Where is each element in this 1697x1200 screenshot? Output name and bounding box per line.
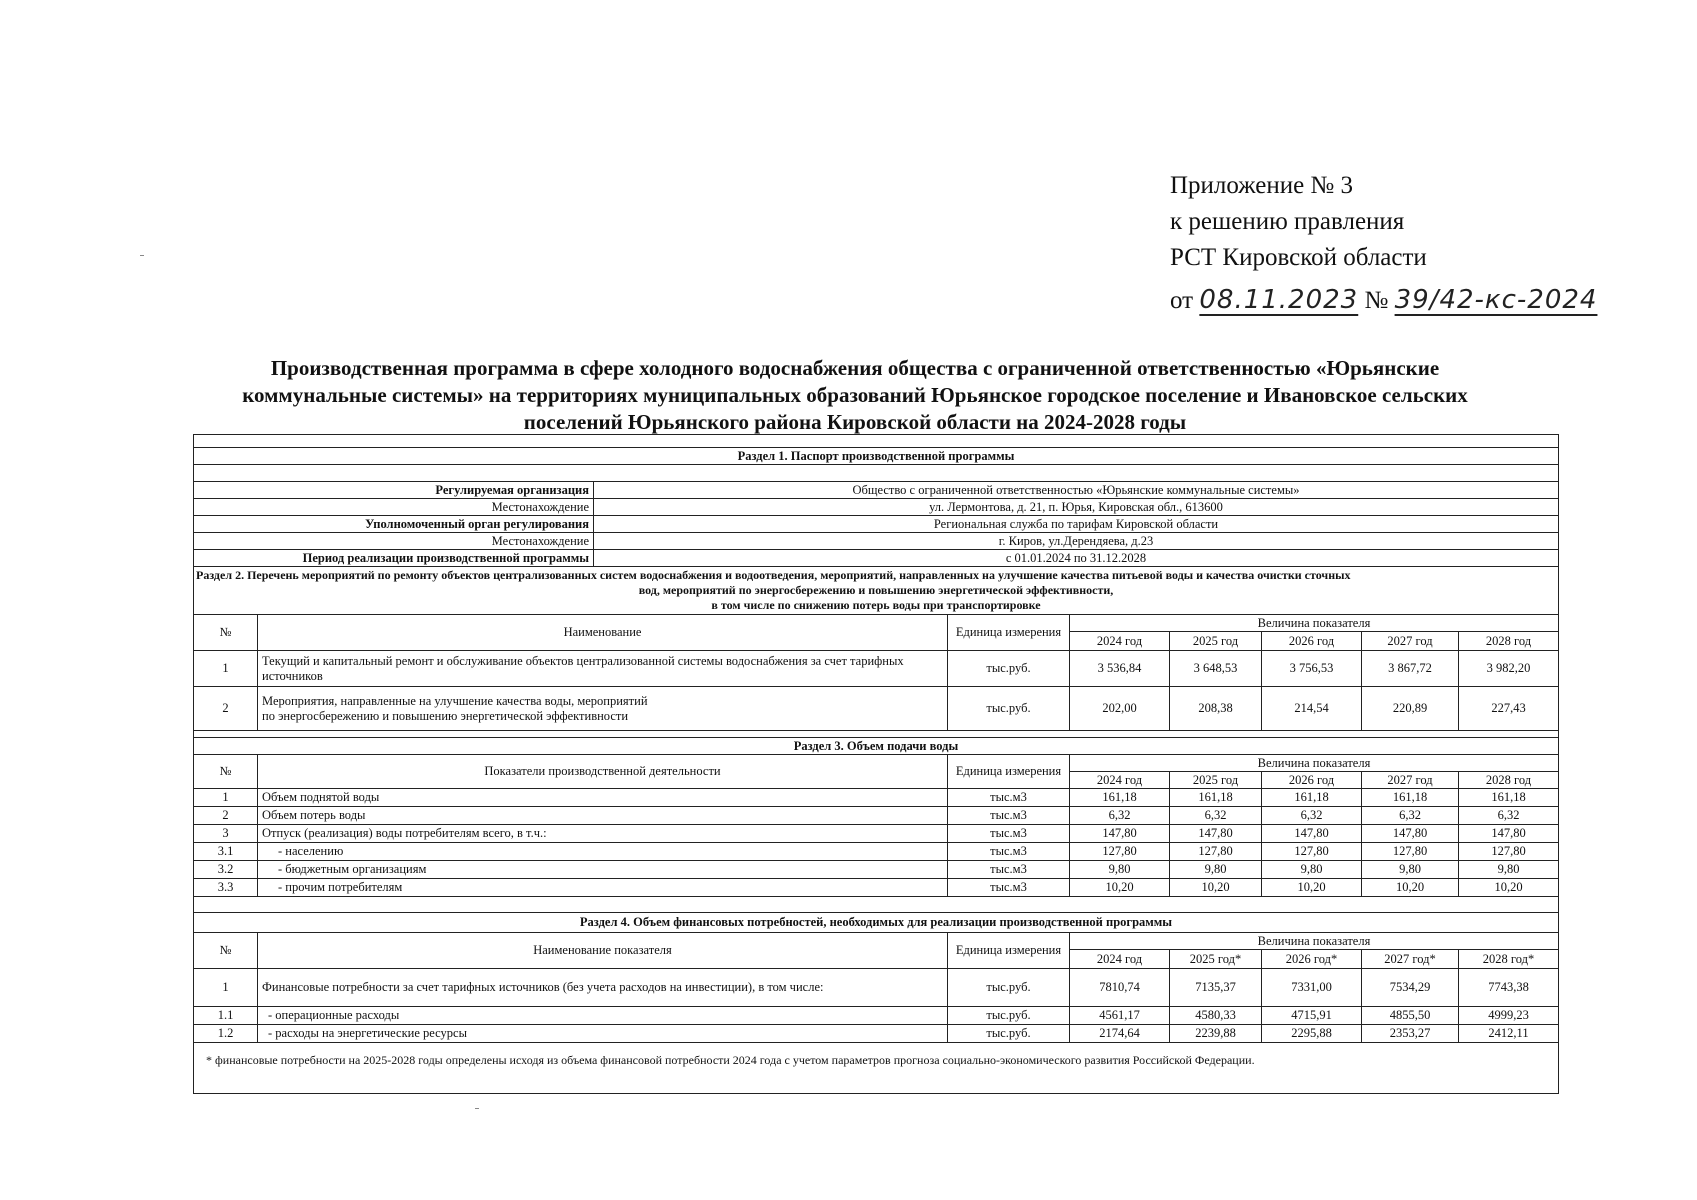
row-value: 3 648,53 xyxy=(1170,651,1262,687)
col-unit: Единица измерения xyxy=(948,933,1070,969)
row-no: 2 xyxy=(194,687,258,731)
s1-value: Региональная служба по тарифам Кировской области xyxy=(594,516,1559,533)
row-value: 9,80 xyxy=(1170,861,1262,879)
table-row xyxy=(194,687,1559,731)
row-value: 127,80 xyxy=(1262,843,1362,861)
row-no: 1 xyxy=(194,969,258,1007)
title-line-3: поселений Юрьянского района Кировской области на 2024-2028 годы xyxy=(523,410,1187,434)
row-name: Финансовые потребности за счет тарифных источников (без учета расходов на инвестиции), в том числе: xyxy=(258,969,948,1007)
table-row xyxy=(194,651,1559,687)
table-row xyxy=(194,789,1559,807)
scan-speck xyxy=(475,1108,479,1109)
row-value: 161,18 xyxy=(1459,789,1559,807)
appendix-date-line xyxy=(1170,282,1597,319)
row-value: 2412,11 xyxy=(1459,1025,1559,1043)
col-value: Величина показателя xyxy=(1070,755,1559,772)
row-name: Отпуск (реализация) воды потребителям всего, в т.ч.: xyxy=(258,825,948,843)
row-unit: тыс.руб. xyxy=(948,651,1070,687)
col-value: Величина показателя xyxy=(1070,933,1559,950)
row-value: 202,00 xyxy=(1070,687,1170,731)
year-header: 2028 год* xyxy=(1459,950,1559,969)
col-no: № xyxy=(194,933,258,969)
row-value: 6,32 xyxy=(1459,807,1559,825)
year-header: 2024 год xyxy=(1070,632,1170,651)
appendix-authority: РСТ Кировской области xyxy=(1170,244,1427,271)
s1-value: г. Киров, ул.Дерендяева, д.23 xyxy=(594,533,1559,550)
row-value: 9,80 xyxy=(1459,861,1559,879)
row-value: 7534,29 xyxy=(1362,969,1459,1007)
title-line-1: Производственная программа в сфере холодного водоснабжения общества с ограниченной ответственностью «Юрьянские xyxy=(270,356,1440,380)
row-unit: тыс.м3 xyxy=(948,789,1070,807)
row-value: 3 756,53 xyxy=(1262,651,1362,687)
s1-value: Общество с ограниченной ответственностью «Юрьянские коммунальные системы» xyxy=(594,482,1559,499)
footnote: * финансовые потребности на 2025-2028 годы определены исходя из объема финансовой потребности 2024 года с учетом параметров прогноза социально-экономического развития Российской Федерации. xyxy=(206,1053,1255,1067)
appendix-decision: к решению правления xyxy=(1170,208,1405,235)
row-name: - бюджетным организациям xyxy=(258,861,948,879)
section3-table xyxy=(193,737,1559,897)
section2-table xyxy=(193,566,1559,731)
row-no: 1 xyxy=(194,789,258,807)
col-value: Величина показателя xyxy=(1070,615,1559,632)
row-value: 127,80 xyxy=(1170,843,1262,861)
row-value: 6,32 xyxy=(1262,807,1362,825)
col-name: Наименование показателя xyxy=(258,933,948,969)
section2-header xyxy=(194,567,1559,615)
number-label: № xyxy=(1364,287,1389,314)
s2-header-line-3: в том числе по снижению потерь воды при транспортировке xyxy=(711,598,1041,612)
table-row xyxy=(194,969,1559,1007)
row-name: Текущий и капитальный ремонт и обслуживание объектов централизованной системы водоснабжения за счет тарифных источников xyxy=(258,651,948,687)
table-row xyxy=(194,861,1559,879)
row-value: 4999,23 xyxy=(1459,1007,1559,1025)
year-header: 2026 год xyxy=(1262,632,1362,651)
row-value: 3 536,84 xyxy=(1070,651,1170,687)
row-value: 7810,74 xyxy=(1070,969,1170,1007)
year-header: 2027 год xyxy=(1362,632,1459,651)
s1-value: с 01.01.2024 по 31.12.2028 xyxy=(594,550,1559,567)
col-no: № xyxy=(194,615,258,651)
row-unit: тыс.м3 xyxy=(948,861,1070,879)
row-value: 227,43 xyxy=(1459,687,1559,731)
from-label: от xyxy=(1170,287,1194,314)
row-value: 147,80 xyxy=(1070,825,1170,843)
row-value: 161,18 xyxy=(1070,789,1170,807)
row-value: 4855,50 xyxy=(1362,1007,1459,1025)
row-value: 2353,27 xyxy=(1362,1025,1459,1043)
table-row xyxy=(194,843,1559,861)
row-value: 147,80 xyxy=(1459,825,1559,843)
col-name: Показатели производственной деятельности xyxy=(258,755,948,789)
row-no: 1.2 xyxy=(194,1025,258,1043)
year-header: 2028 год xyxy=(1459,772,1559,789)
year-header: 2024 год xyxy=(1070,950,1170,969)
row-name: - расходы на энергетические ресурсы xyxy=(258,1025,948,1043)
table-row xyxy=(194,879,1559,897)
row-value: 127,80 xyxy=(1459,843,1559,861)
row-value: 127,80 xyxy=(1362,843,1459,861)
handwritten-date: 08.11.2023 xyxy=(1199,285,1359,315)
row-value: 161,18 xyxy=(1170,789,1262,807)
row-value: 10,20 xyxy=(1170,879,1262,897)
section1-table xyxy=(193,447,1559,567)
row-unit: тыс.м3 xyxy=(948,807,1070,825)
year-header: 2026 год* xyxy=(1262,950,1362,969)
row-value: 4580,33 xyxy=(1170,1007,1262,1025)
row-unit: тыс.руб. xyxy=(948,1007,1070,1025)
row-value: 214,54 xyxy=(1262,687,1362,731)
s1-label: Период реализации производственной программы xyxy=(194,550,594,567)
row-value: 7135,37 xyxy=(1170,969,1262,1007)
year-header: 2028 год xyxy=(1459,632,1559,651)
year-header: 2025 год xyxy=(1170,772,1262,789)
s1-label: Уполномоченный орган регулирования xyxy=(194,516,594,533)
row-value: 10,20 xyxy=(1070,879,1170,897)
row-value: 2239,88 xyxy=(1170,1025,1262,1043)
row-value: 9,80 xyxy=(1362,861,1459,879)
row-value: 6,32 xyxy=(1170,807,1262,825)
row-value: 6,32 xyxy=(1070,807,1170,825)
row-value: 10,20 xyxy=(1362,879,1459,897)
title-line-2: коммунальные системы» на территориях муниципальных образований Юрьянское городское поселение и Ивановское сельских xyxy=(242,383,1468,407)
s2-header-line-2: вод, мероприятий по энергосбережению и повышению энергетической эффективности, xyxy=(638,583,1114,597)
s1-label: Местонахождение xyxy=(194,499,594,516)
col-unit: Единица измерения xyxy=(948,615,1070,651)
section3-header: Раздел 3. Объем подачи воды xyxy=(194,738,1559,755)
year-header: 2025 год* xyxy=(1170,950,1262,969)
row-name: Объем потерь воды xyxy=(258,807,948,825)
s2-header-line-1: Раздел 2. Перечень мероприятий по ремонту объектов централизованных систем водоснабжения и водоотведения, мероприятий, направленных на улучшение качества питьевой воды и качества очистки сточных xyxy=(196,568,1351,582)
row-value: 9,80 xyxy=(1070,861,1170,879)
col-name: Наименование xyxy=(258,615,948,651)
row-unit: тыс.руб. xyxy=(948,1025,1070,1043)
col-unit: Единица измерения xyxy=(948,755,1070,789)
row-value: 4561,17 xyxy=(1070,1007,1170,1025)
row-name xyxy=(258,687,948,731)
appendix-number: Приложение № 3 xyxy=(1170,172,1354,199)
row-value: 147,80 xyxy=(1262,825,1362,843)
row-name-line: по энергосбережению и повышению энергетической эффективности xyxy=(262,708,629,723)
table-row xyxy=(194,1025,1559,1043)
section4-header: Раздел 4. Объем финансовых потребностей, необходимых для реализации производственной программы xyxy=(194,913,1559,933)
row-name: Объем поднятой воды xyxy=(258,789,948,807)
row-name: - прочим потребителям xyxy=(258,879,948,897)
row-no: 3.1 xyxy=(194,843,258,861)
row-value: 6,32 xyxy=(1362,807,1459,825)
row-value: 10,20 xyxy=(1262,879,1362,897)
row-value: 9,80 xyxy=(1262,861,1362,879)
year-header: 2026 год xyxy=(1262,772,1362,789)
row-no: 3 xyxy=(194,825,258,843)
row-unit: тыс.м3 xyxy=(948,843,1070,861)
s1-label: Местонахождение xyxy=(194,533,594,550)
row-value: 4715,91 xyxy=(1262,1007,1362,1025)
row-unit: тыс.м3 xyxy=(948,879,1070,897)
row-value: 220,89 xyxy=(1362,687,1459,731)
row-value: 147,80 xyxy=(1362,825,1459,843)
row-value: 147,80 xyxy=(1170,825,1262,843)
row-name: - населению xyxy=(258,843,948,861)
row-name: - операционные расходы xyxy=(258,1007,948,1025)
table-row xyxy=(194,807,1559,825)
row-value: 208,38 xyxy=(1170,687,1262,731)
row-no: 1.1 xyxy=(194,1007,258,1025)
table-row xyxy=(194,825,1559,843)
handwritten-number: 39/42-кс-2024 xyxy=(1394,285,1598,315)
year-header: 2027 год* xyxy=(1362,950,1459,969)
section4-table xyxy=(193,912,1559,1043)
row-no: 2 xyxy=(194,807,258,825)
row-no: 3.3 xyxy=(194,879,258,897)
row-value: 2174,64 xyxy=(1070,1025,1170,1043)
row-unit: тыс.руб. xyxy=(948,969,1070,1007)
row-value: 3 867,72 xyxy=(1362,651,1459,687)
year-header: 2025 год xyxy=(1170,632,1262,651)
row-name-line: Мероприятия, направленные на улучшение качества воды, мероприятий xyxy=(262,693,648,708)
year-header: 2024 год xyxy=(1070,772,1170,789)
document-title xyxy=(190,355,1520,436)
scan-speck xyxy=(140,255,144,256)
row-value: 127,80 xyxy=(1070,843,1170,861)
table-row xyxy=(194,1007,1559,1025)
spacer-row xyxy=(194,465,1559,482)
row-value: 3 982,20 xyxy=(1459,651,1559,687)
s1-value: ул. Лермонтова, д. 21, п. Юрья, Кировская обл., 613600 xyxy=(594,499,1559,516)
row-unit: тыс.руб. xyxy=(948,687,1070,731)
row-value: 2295,88 xyxy=(1262,1025,1362,1043)
row-no: 3.2 xyxy=(194,861,258,879)
row-unit: тыс.м3 xyxy=(948,825,1070,843)
year-header: 2027 год xyxy=(1362,772,1459,789)
row-value: 161,18 xyxy=(1262,789,1362,807)
appendix-block xyxy=(1170,168,1597,319)
row-value: 7743,38 xyxy=(1459,969,1559,1007)
s1-label: Регулируемая организация xyxy=(194,482,594,499)
col-no: № xyxy=(194,755,258,789)
row-no: 1 xyxy=(194,651,258,687)
row-value: 161,18 xyxy=(1362,789,1459,807)
row-value: 10,20 xyxy=(1459,879,1559,897)
row-value: 7331,00 xyxy=(1262,969,1362,1007)
section1-header: Раздел 1. Паспорт производственной программы xyxy=(194,448,1559,465)
